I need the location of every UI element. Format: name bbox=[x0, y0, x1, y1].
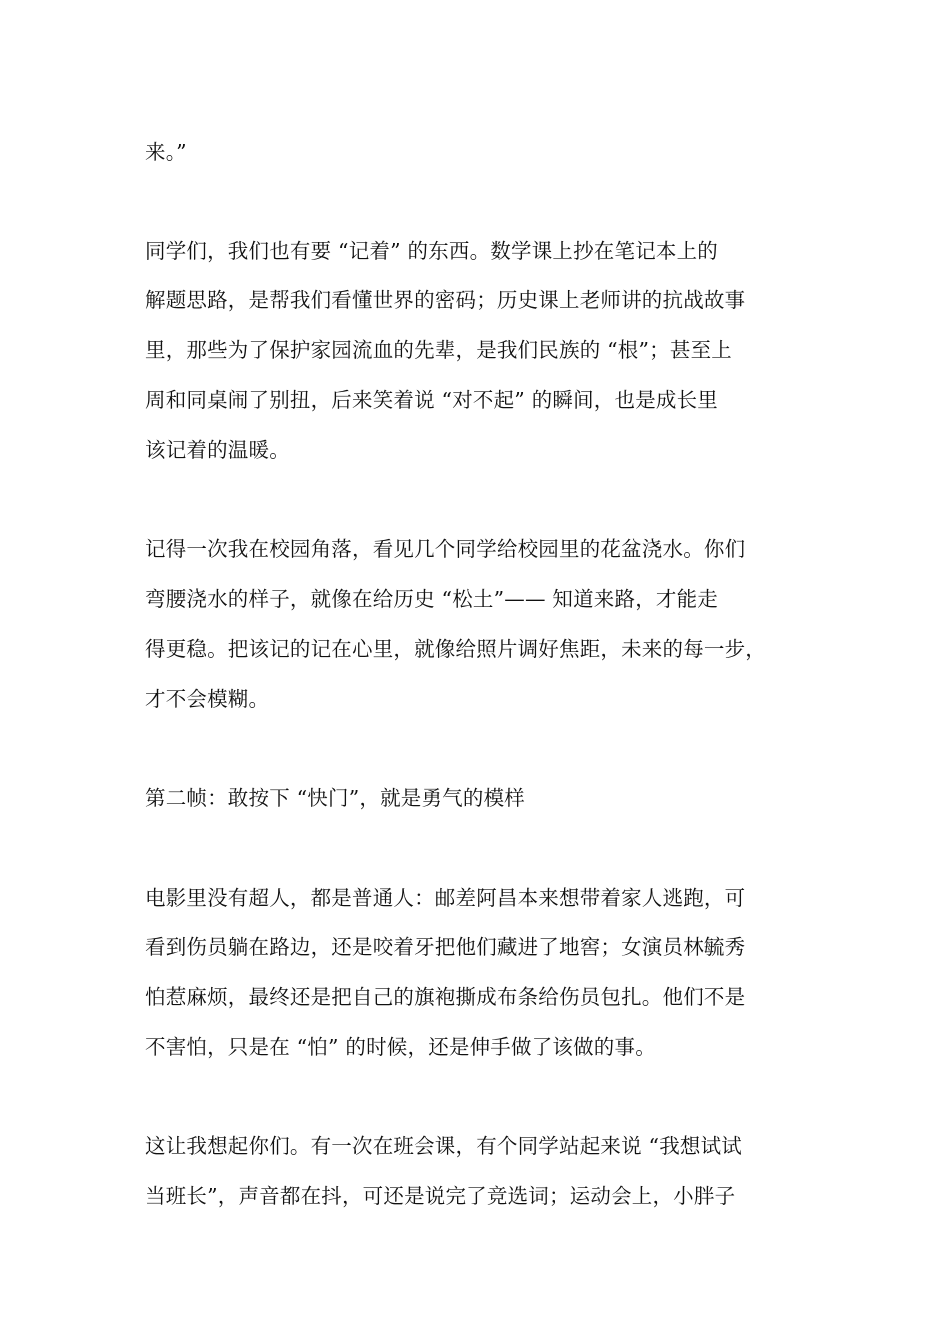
text-line: 解题思路，是帮我们看懂世界的密码；历史课上老师讲的抗战故事 bbox=[145, 288, 746, 312]
text-line: 里，那些为了保护家园流血的先辈，是我们民族的 “根”；甚至上 bbox=[145, 338, 732, 362]
text-line: 这让我想起你们。有一次在班会课，有个同学站起来说 “我想试试 bbox=[145, 1134, 742, 1158]
text-line: 来。” bbox=[145, 140, 187, 164]
text-line: 弯腰浇水的样子，就像在给历史 “松土”—— 知道来路，才能走 bbox=[145, 587, 718, 611]
text-line: 电影里没有超人，都是普通人：邮差阿昌本来想带着家人逃跑，可 bbox=[145, 886, 746, 910]
text-line: 该记着的温暖。 bbox=[145, 438, 290, 462]
text-line: 同学们，我们也有要 “记着” 的东西。数学课上抄在笔记本上的 bbox=[145, 239, 718, 263]
text-line: 得更稳。把该记的记在心里，就像给照片调好焦距，未来的每一步， bbox=[145, 637, 766, 661]
text-line: 看到伤员躺在路边，还是咬着牙把他们藏进了地窖；女演员林毓秀 bbox=[145, 935, 746, 959]
text-line: 才不会模糊。 bbox=[145, 687, 270, 711]
section-heading: 第二帧：敢按下 “快门”，就是勇气的模样 bbox=[145, 786, 525, 810]
text-line: 周和同桌闹了别扭，后来笑着说 “对不起” 的瞬间，也是成长里 bbox=[145, 388, 718, 412]
text-line: 不害怕，只是在 “怕” 的时候，还是伸手做了该做的事。 bbox=[145, 1035, 656, 1059]
text-line: 当班长”，声音都在抖，可还是说完了竞选词；运动会上，小胖子 bbox=[145, 1184, 736, 1208]
text-line: 怕惹麻烦，最终还是把自己的旗袍撕成布条给伤员包扎。他们不是 bbox=[145, 985, 746, 1009]
text-line: 记得一次我在校园角落，看见几个同学给校园里的花盆浇水。你们 bbox=[145, 537, 746, 561]
